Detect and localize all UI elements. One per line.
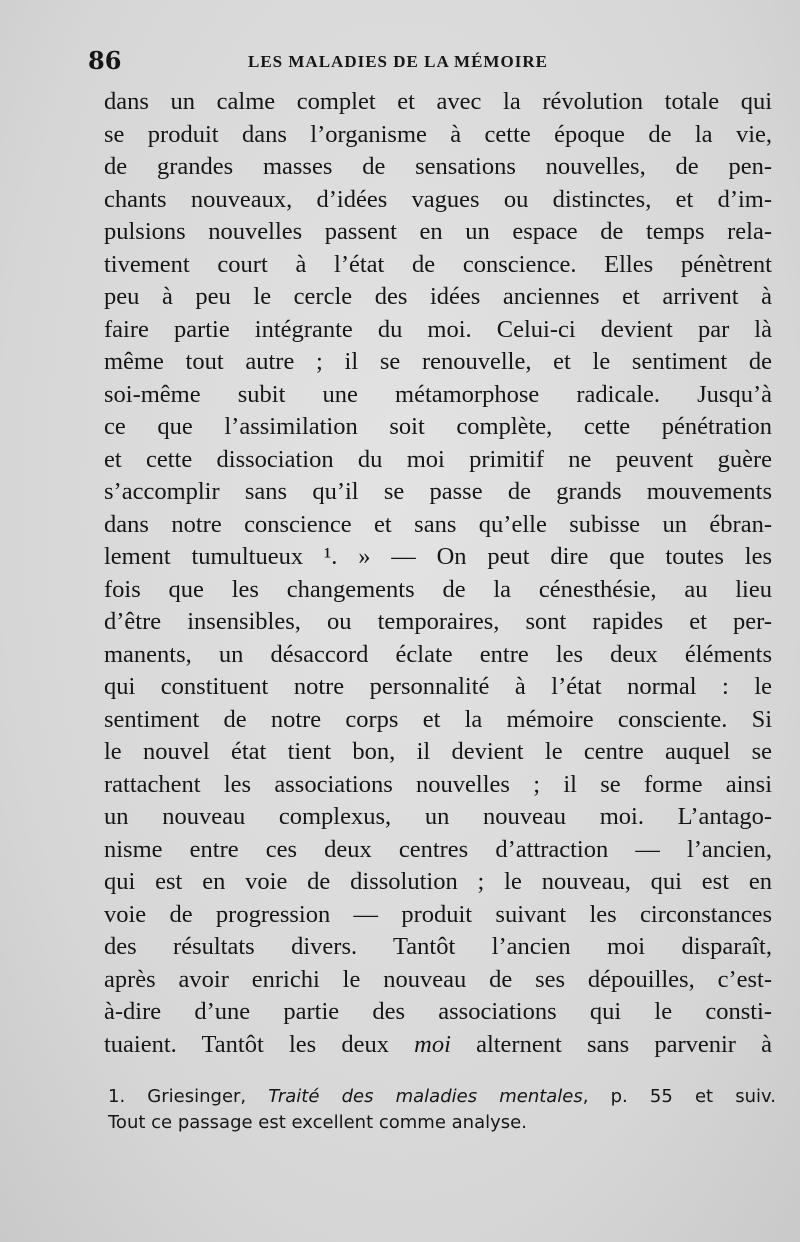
text-line: soi-même subit une métamorphose radicale. Jusqu’à <box>104 380 772 408</box>
text-line: fois que les changements de la cénesthésie, au lieu <box>104 575 772 603</box>
text-line: peu à peu le cercle des idées anciennes et arrivent à <box>104 283 772 310</box>
text-line: dans un calme complet et avec la révolution totale qui <box>104 88 772 115</box>
text-line: qui est en voie de dissolution ; le nouveau, qui est en <box>104 868 772 895</box>
text-line: à-dire d’une partie des associations qui le consti- <box>104 998 772 1025</box>
text-line: des résultats divers. Tantôt l’ancien moi disparaît, <box>104 933 772 960</box>
body-text <box>104 86 772 1061</box>
text-line: s’accomplir sans qu’il se passe de grands mouvements <box>104 478 772 505</box>
text-line: de grandes masses de sensations nouvelles, de pen- <box>104 153 772 180</box>
page-number: 86 <box>88 46 122 75</box>
text-line: et cette dissociation du moi primitif ne peuvent guère <box>104 445 772 473</box>
text-line: un nouveau complexus, un nouveau moi. L’antago- <box>104 803 772 830</box>
text-line: ce que l’assimilation soit complète, cette pénétration <box>104 413 772 440</box>
page-header <box>88 46 778 76</box>
text-line: voie de progression — produit suivant les circonstances <box>104 900 772 928</box>
text-line: sentiment de notre corps et la mémoire consciente. Si <box>104 705 772 733</box>
text-line: rattachent les associations nouvelles ; il se forme ainsi <box>104 770 772 798</box>
text-line: dans notre conscience et sans qu’elle subisse un ébran- <box>104 510 772 538</box>
text-line: chants nouveaux, d’idées vagues ou distinctes, et d’im- <box>104 185 772 213</box>
running-title: LES MALADIES DE LA MÉMOIRE <box>248 52 548 71</box>
text-line: tivement court à l’état de conscience. Elles pénètrent <box>104 250 772 278</box>
text-line: nisme entre ces deux centres d’attraction — l’ancien, <box>104 835 772 863</box>
text-line: se produit dans l’organisme à cette époque de la vie, <box>104 120 772 148</box>
text-line: d’être insensibles, ou temporaires, sont rapides et per- <box>104 608 772 635</box>
text-line: lement tumultueux ¹. » — On peut dire que toutes les <box>104 543 772 570</box>
text-line: pulsions nouvelles passent en un espace de temps rela- <box>104 218 772 245</box>
text-line: faire partie intégrante du moi. Celui-ci devient par là <box>104 315 772 343</box>
text-line: tuaient. Tantôt les deux moi alternent sans parvenir à <box>104 1030 772 1058</box>
text-line: manents, un désaccord éclate entre les deux éléments <box>104 640 772 668</box>
italic-word: moi <box>414 1030 451 1058</box>
footnote-line-1: 1. Griesinger, Traité des maladies mentales, p. 55 et suiv. <box>108 1086 776 1107</box>
text-line: le nouvel état tient bon, il devient le centre auquel se <box>104 738 772 765</box>
text-line: qui constituent notre personnalité à l’état normal : le <box>104 673 772 700</box>
footnote-book-title: Traité des maladies mentales <box>268 1086 583 1107</box>
footnote-line-2: Tout ce passage est excellent comme analyse. <box>108 1112 527 1133</box>
footnote <box>108 1084 776 1136</box>
text-line: après avoir enrichi le nouveau de ses dépouilles, c’est- <box>104 965 772 993</box>
text-line: même tout autre ; il se renouvelle, et le sentiment de <box>104 348 772 375</box>
